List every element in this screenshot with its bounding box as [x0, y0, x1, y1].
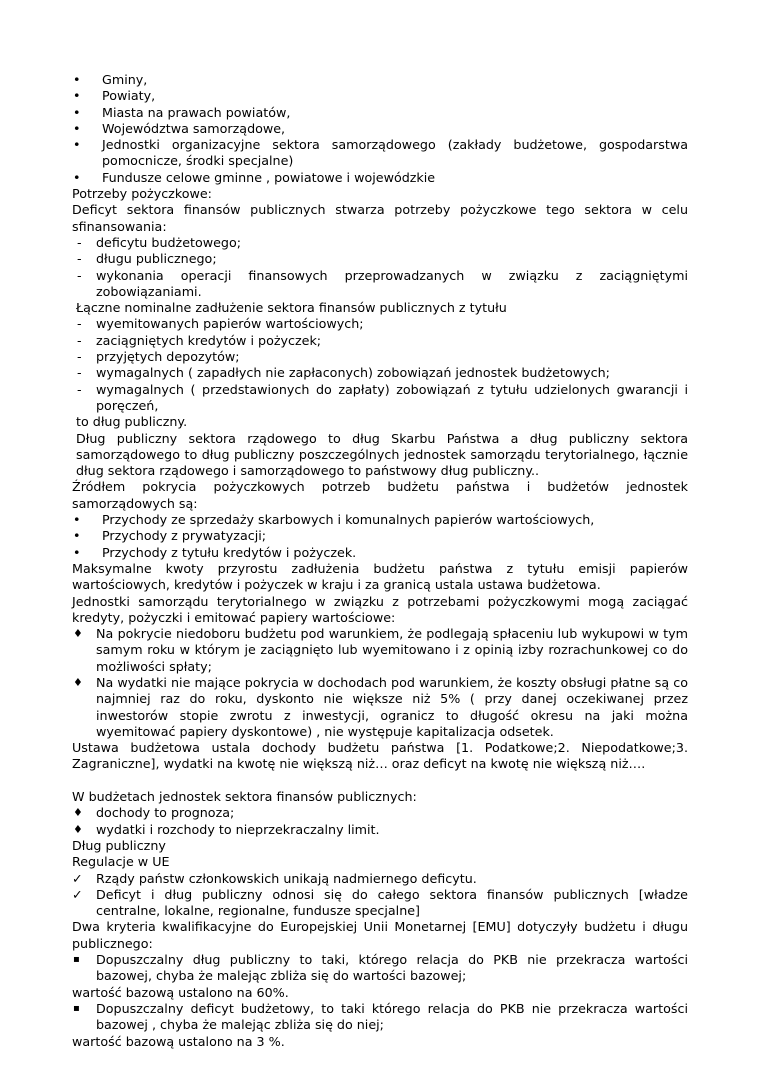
list-item-text: wykonania operacji finansowych przeprowadzanych w związku z zaciągniętymi zobowiązaniami.: [96, 267, 688, 299]
bullet-marker-icon: •: [73, 528, 81, 544]
list-item-text: wymagalnych ( przedstawionych do zapłaty) zobowiązań z tytułu udzielonych gwarancji i poręczeń,: [96, 381, 688, 413]
dash-marker-icon: -: [77, 381, 82, 397]
list-item-text: Gminy,: [102, 72, 148, 87]
list-item: [72, 316, 688, 332]
list-item-text: wydatki i rozchody to nieprzekraczalny limit.: [96, 821, 380, 837]
paragraph: Łączne nominalne zadłużenie sektora finansów publicznych z tytułu: [76, 300, 507, 316]
paragraph: Dług publiczny: [72, 837, 166, 853]
dash-marker-icon: -: [77, 349, 82, 365]
list-item-text: Fundusze celowe gminne , powiatowe i wojewódzkie: [102, 169, 436, 185]
dash-marker-icon: -: [77, 234, 82, 250]
list-item-text: deficytu budżetowego;: [96, 234, 242, 250]
dash-marker-icon: -: [77, 251, 82, 267]
list-item: [72, 871, 688, 887]
dash-marker-icon: -: [77, 267, 82, 283]
list-item: [72, 88, 688, 104]
list-item: [72, 822, 688, 838]
list-item: [72, 349, 688, 365]
list-item-text: Na wydatki nie mające pokrycia w dochodach pod warunkiem, że koszty obsługi płatne są co najmniej raz do roku, dyskonto nie większe niż 5% ( przy danej oczekiwanej przez inwestorów stopie zwrotu z inwestycji, ogranicz to długość okresu na jaki można wyemitować papiery dyskontowe) , nie występuje kapitalizacja odsetek.: [96, 674, 688, 739]
bullet-marker-icon: •: [73, 120, 81, 136]
list-item-text: Deficyt i dług publiczny odnosi się do całego sektora finansów publicznych [władze centralne, lokalne, regionalne, fundusze specjalne]: [96, 886, 688, 919]
list-item: [72, 365, 688, 381]
list-item-text: Miasta na prawach powiatów,: [102, 104, 291, 120]
list-item: [72, 545, 688, 561]
list-item-text: dochody to prognoza;: [96, 805, 235, 821]
diamond-marker-icon: ♦: [73, 627, 83, 641]
list-item: [72, 805, 688, 821]
list-item: [72, 170, 688, 186]
list-item: [72, 1001, 688, 1034]
paragraph: Deficyt sektora finansów publicznych stwarza potrzeby pożyczkowe tego sektora w celu sfinansowania:: [72, 202, 688, 234]
check-marker-icon: ✓: [72, 886, 83, 902]
bullet-marker-icon: •: [73, 88, 81, 104]
list-item: [72, 137, 688, 170]
paragraph: W budżetach jednostek sektora finansów publicznych:: [72, 789, 417, 805]
paragraph: Źródłem pokrycia pożyczkowych potrzeb budżetu państwa i budżetów jednostek samorządowych są:: [72, 479, 688, 511]
bullet-marker-icon: •: [73, 72, 81, 87]
paragraph: Dwa kryteria kwalifikacyjne do Europejskiej Unii Monetarnej [EMU] dotyczyły budżetu i długu publicznego:: [72, 919, 688, 951]
paragraph: Dług publiczny sektora rządowego to dług Skarbu Państwa a dług publiczny sektora samorządowego to dług publiczny poszczególnych jednostek samorządu terytorialnego, łącznie dług sektora rządowego i samorządowego to państwowy dług publiczny..: [76, 430, 688, 479]
check-marker-icon: ✓: [72, 870, 83, 886]
list-item-text: przyjętych depozytów;: [96, 349, 240, 365]
dash-marker-icon: -: [77, 332, 82, 348]
square-marker-icon: ▪: [73, 1002, 80, 1014]
list-item-text: Jednostki organizacyjne sektora samorządowego (zakłady budżetowe, gospodarstwa pomocnicze, środki specjalne): [102, 137, 688, 169]
list-item: [72, 887, 688, 920]
list-item: [72, 512, 688, 528]
list-item: [72, 72, 688, 88]
list-item-text: Na pokrycie niedoboru budżetu pod warunkiem, że podlegają spłaceniu lub wykupowi w tym samym roku w którym je zaciągnięto lub wyemitowano i z opinią izby rozrachunkowej co do możliwości spłaty;: [96, 626, 688, 674]
list-item-text: Przychody ze sprzedaży skarbowych i komunalnych papierów wartościowych,: [102, 512, 595, 528]
list-item: [72, 268, 688, 301]
diamond-marker-icon: ♦: [73, 675, 83, 689]
list-item-text: Powiaty,: [102, 88, 156, 104]
list-item: [72, 235, 688, 251]
paragraph: wartość bazową ustalono na 60%.: [72, 984, 289, 1000]
list-item-text: Przychody z tytułu kredytów i pożyczek.: [102, 544, 357, 560]
list-item-text: Rządy państw członkowskich unikają nadmiernego deficytu.: [96, 870, 477, 886]
blank-line: [72, 773, 688, 789]
list-item-text: wymagalnych ( zapadłych nie zapłaconych) zobowiązań jednostek budżetowych;: [96, 365, 610, 381]
list-item-text: Dopuszczalny dług publiczny to taki, którego relacja do PKB nie przekracza wartości bazowej, chyba że malejąc zbliża się do wartości bazowej;: [96, 952, 688, 984]
list-item: [72, 121, 688, 137]
list-item: [72, 382, 688, 415]
paragraph: Potrzeby pożyczkowe:: [72, 186, 212, 202]
bullet-marker-icon: •: [73, 169, 81, 185]
list-item-text: Dopuszczalny deficyt budżetowy, to taki którego relacja do PKB nie przekracza wartości bazowej , chyba że malejąc zbliża się do niej;: [96, 1000, 688, 1033]
list-item: [72, 528, 688, 544]
paragraph: Ustawa budżetowa ustala dochody budżetu państwa [1. Podatkowe;2. Niepodatkowe;3. Zagraniczne], wydatki na kwotę nie większą niż… oraz deficyt na kwotę nie większą niż….: [72, 740, 688, 772]
list-item: [72, 952, 688, 985]
paragraph: Regulacje w UE: [72, 854, 170, 870]
list-item: [72, 675, 688, 740]
list-item-text: zaciągniętych kredytów i pożyczek;: [96, 332, 322, 348]
list-item-text: długu publicznego;: [96, 251, 217, 267]
paragraph: Maksymalne kwoty przyrostu zadłużenia budżetu państwa z tytułu emisji papierów wartościowych, kredytów i pożyczek w kraju i za granicą ustala ustawa budżetowa.: [72, 560, 688, 593]
paragraph: wartość bazową ustalono na 3 %.: [72, 1033, 285, 1049]
list-item-text: Województwa samorządowe,: [102, 120, 286, 136]
bullet-marker-icon: •: [73, 512, 81, 528]
diamond-marker-icon: ♦: [73, 806, 83, 820]
list-item: [72, 333, 688, 349]
dash-marker-icon: -: [77, 316, 82, 332]
bullet-marker-icon: •: [73, 544, 81, 560]
list-item: [72, 626, 688, 675]
paragraph: to dług publiczny.: [76, 414, 188, 430]
list-item-text: Przychody z prywatyzacji;: [102, 528, 267, 544]
document-page: [72, 72, 688, 1050]
list-item: [72, 251, 688, 267]
diamond-marker-icon: ♦: [73, 822, 83, 836]
square-marker-icon: ▪: [73, 954, 80, 966]
bullet-marker-icon: •: [73, 104, 81, 120]
bullet-marker-icon: •: [73, 137, 81, 153]
list-item-text: wyemitowanych papierów wartościowych;: [96, 316, 364, 332]
paragraph: Jednostki samorządu terytorialnego w związku z potrzebami pożyczkowymi mogą zaciągać kredyty, pożyczki i emitować papiery wartościowe:: [72, 593, 688, 625]
list-item: [72, 105, 688, 121]
dash-marker-icon: -: [77, 365, 82, 381]
